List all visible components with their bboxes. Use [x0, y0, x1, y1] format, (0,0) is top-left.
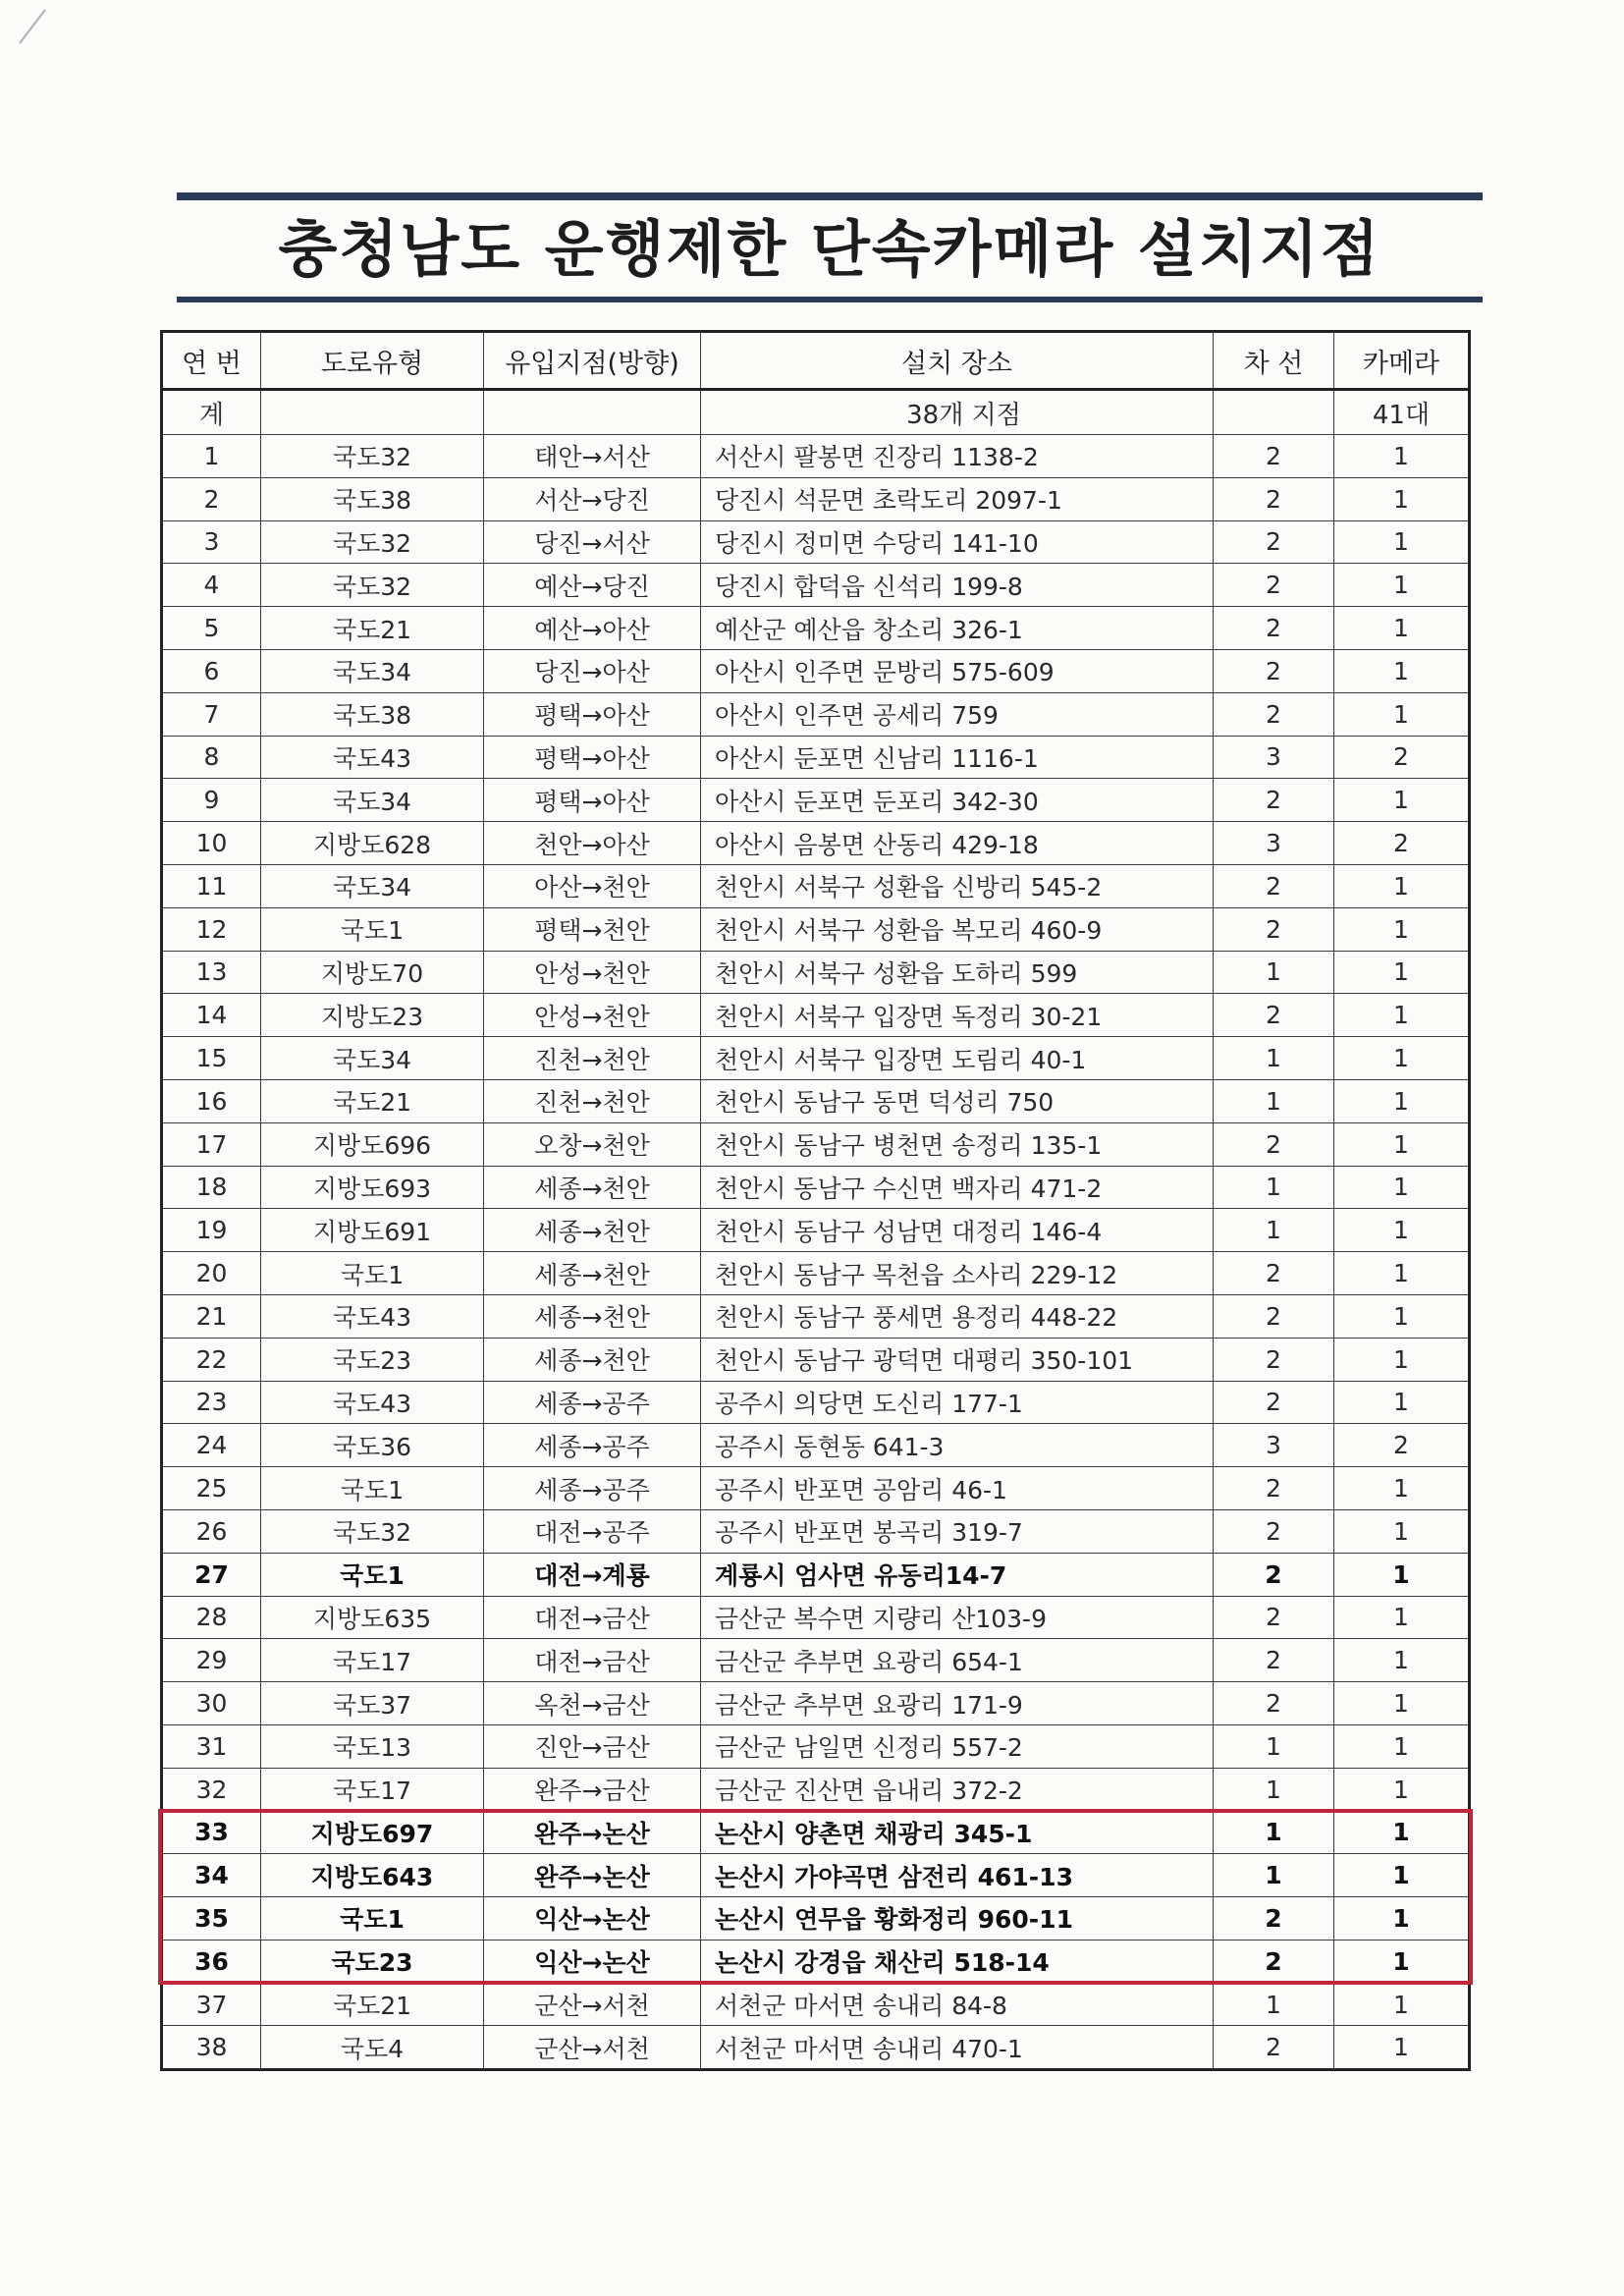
cell-road-type: 지방도697 — [261, 1811, 484, 1854]
table-row — [162, 1639, 1470, 1682]
cell-no: 15 — [162, 1037, 261, 1080]
cell-cameras: 1 — [1334, 994, 1470, 1037]
cell-lanes: 1 — [1214, 1768, 1334, 1811]
cell-cameras: 1 — [1334, 779, 1470, 822]
cell-direction: 대전→공주 — [484, 1509, 701, 1553]
cell-lanes: 2 — [1214, 477, 1334, 520]
cell-cameras: 1 — [1334, 1166, 1470, 1209]
title-rule-bottom — [177, 297, 1483, 302]
cell-lanes: 1 — [1214, 1724, 1334, 1768]
table-row — [162, 1338, 1470, 1381]
cell-road-type: 국도43 — [261, 1381, 484, 1424]
table-row — [162, 951, 1470, 994]
table-row — [162, 2026, 1470, 2070]
cell-lanes: 1 — [1214, 1854, 1334, 1897]
cell-road-type: 국도34 — [261, 1037, 484, 1080]
cell-road-type: 지방도70 — [261, 951, 484, 994]
cell-no: 5 — [162, 607, 261, 650]
cell-lanes: 2 — [1214, 1553, 1334, 1596]
cell-lanes: 1 — [1214, 1811, 1334, 1854]
cell-road-type: 국도32 — [261, 1509, 484, 1553]
cell-cameras: 1 — [1334, 951, 1470, 994]
cell-lanes: 2 — [1214, 2026, 1334, 2070]
cell-no: 13 — [162, 951, 261, 994]
cell-cameras: 2 — [1334, 822, 1470, 865]
cell-direction: 세종→천안 — [484, 1294, 701, 1338]
cell-road-type: 지방도635 — [261, 1596, 484, 1639]
cell-lanes: 2 — [1214, 1467, 1334, 1510]
cell-cameras: 1 — [1334, 1724, 1470, 1768]
cell-location: 아산시 음봉면 산동리 429-18 — [701, 822, 1214, 865]
cell-direction: 평택→천안 — [484, 907, 701, 951]
cell-direction: 익산→논산 — [484, 1940, 701, 1983]
cell-no: 21 — [162, 1294, 261, 1338]
table-row — [162, 520, 1470, 564]
cell-location: 천안시 서북구 입장면 도림리 40-1 — [701, 1037, 1214, 1080]
cell-road-type: 국도23 — [261, 1338, 484, 1381]
table-row — [162, 1724, 1470, 1768]
cell-no: 34 — [162, 1854, 261, 1897]
table-row — [162, 1252, 1470, 1295]
cell-lanes: 2 — [1214, 1252, 1334, 1295]
table-row — [162, 1467, 1470, 1510]
cell-location: 천안시 서북구 성환읍 복모리 460-9 — [701, 907, 1214, 951]
cell-no: 24 — [162, 1424, 261, 1467]
table-row — [162, 477, 1470, 520]
total-road-empty — [261, 390, 484, 435]
cell-road-type: 지방도691 — [261, 1209, 484, 1252]
table-header-row — [162, 332, 1470, 390]
cell-road-type: 국도32 — [261, 435, 484, 478]
cell-location: 천안시 동남구 목천읍 소사리 229-12 — [701, 1252, 1214, 1295]
cell-direction: 세종→공주 — [484, 1381, 701, 1424]
cell-lanes: 3 — [1214, 736, 1334, 779]
cell-direction: 군산→서천 — [484, 2026, 701, 2070]
cell-no: 33 — [162, 1811, 261, 1854]
cell-no: 28 — [162, 1596, 261, 1639]
cell-no: 35 — [162, 1897, 261, 1941]
table-row — [162, 994, 1470, 1037]
table-row — [162, 1122, 1470, 1166]
table-row — [162, 607, 1470, 650]
cell-cameras: 1 — [1334, 1209, 1470, 1252]
table-row — [162, 1553, 1470, 1596]
title-rule-top — [177, 192, 1483, 200]
cell-no: 14 — [162, 994, 261, 1037]
cell-direction: 진천→천안 — [484, 1079, 701, 1122]
cell-location: 서천군 마서면 송내리 84-8 — [701, 1983, 1214, 2026]
cell-no: 10 — [162, 822, 261, 865]
table-row — [162, 1940, 1470, 1983]
cell-cameras: 1 — [1334, 1854, 1470, 1897]
cell-cameras: 1 — [1334, 1682, 1470, 1725]
cell-location: 계룡시 엄사면 유동리14-7 — [701, 1553, 1214, 1596]
cell-direction: 진안→금산 — [484, 1724, 701, 1768]
cell-direction: 천안→아산 — [484, 822, 701, 865]
cell-lanes: 2 — [1214, 1897, 1334, 1941]
cell-road-type: 국도34 — [261, 779, 484, 822]
header-location: 설치 장소 — [701, 332, 1214, 390]
header-direction: 유입지점(방향) — [484, 332, 701, 390]
cell-cameras: 2 — [1334, 1424, 1470, 1467]
table-row — [162, 1037, 1470, 1080]
cell-no: 9 — [162, 779, 261, 822]
table-row — [162, 822, 1470, 865]
cell-no: 2 — [162, 477, 261, 520]
cell-no: 6 — [162, 649, 261, 692]
cell-road-type: 국도1 — [261, 1252, 484, 1295]
cell-lanes: 2 — [1214, 1509, 1334, 1553]
cell-location: 예산군 예산읍 창소리 326-1 — [701, 607, 1214, 650]
cell-no: 18 — [162, 1166, 261, 1209]
cell-road-type: 국도1 — [261, 907, 484, 951]
cell-lanes: 2 — [1214, 692, 1334, 736]
cell-location: 아산시 둔포면 신남리 1116-1 — [701, 736, 1214, 779]
cell-lanes: 2 — [1214, 520, 1334, 564]
cell-no: 4 — [162, 564, 261, 607]
cell-no: 37 — [162, 1983, 261, 2026]
table-row — [162, 1424, 1470, 1467]
cell-lanes: 3 — [1214, 1424, 1334, 1467]
cell-cameras: 1 — [1334, 1509, 1470, 1553]
cell-cameras: 1 — [1334, 1553, 1470, 1596]
cell-location: 당진시 합덕읍 신석리 199-8 — [701, 564, 1214, 607]
cell-location: 천안시 서북구 성환읍 도하리 599 — [701, 951, 1214, 994]
cell-location: 금산군 추부면 요광리 654-1 — [701, 1639, 1214, 1682]
total-lanes-empty — [1214, 390, 1334, 435]
cell-cameras: 1 — [1334, 1294, 1470, 1338]
cell-no: 22 — [162, 1338, 261, 1381]
cell-direction: 진천→천안 — [484, 1037, 701, 1080]
cell-lanes: 1 — [1214, 951, 1334, 994]
cell-cameras: 1 — [1334, 864, 1470, 907]
cell-direction: 당진→서산 — [484, 520, 701, 564]
cell-no: 29 — [162, 1639, 261, 1682]
cell-lanes: 2 — [1214, 1682, 1334, 1725]
cell-road-type: 국도1 — [261, 1553, 484, 1596]
cell-location: 금산군 추부면 요광리 171-9 — [701, 1682, 1214, 1725]
cell-no: 23 — [162, 1381, 261, 1424]
cell-direction: 대전→금산 — [484, 1596, 701, 1639]
cell-direction: 평택→아산 — [484, 779, 701, 822]
cell-road-type: 국도17 — [261, 1768, 484, 1811]
cell-direction: 익산→논산 — [484, 1897, 701, 1941]
cell-road-type: 국도4 — [261, 2026, 484, 2070]
table-row — [162, 1768, 1470, 1811]
cell-road-type: 지방도23 — [261, 994, 484, 1037]
cell-road-type: 국도43 — [261, 736, 484, 779]
cell-direction: 대전→금산 — [484, 1639, 701, 1682]
table-row — [162, 1897, 1470, 1941]
cell-direction: 아산→천안 — [484, 864, 701, 907]
cell-direction: 안성→천안 — [484, 951, 701, 994]
cell-cameras: 1 — [1334, 520, 1470, 564]
cell-direction: 예산→당진 — [484, 564, 701, 607]
cell-lanes: 1 — [1214, 1209, 1334, 1252]
cell-no: 25 — [162, 1467, 261, 1510]
cell-cameras: 1 — [1334, 1252, 1470, 1295]
cell-cameras: 1 — [1334, 692, 1470, 736]
header-cameras: 카메라 — [1334, 332, 1470, 390]
cell-location: 천안시 동남구 병천면 송정리 135-1 — [701, 1122, 1214, 1166]
cell-location: 논산시 강경읍 채산리 518-14 — [701, 1940, 1214, 1983]
table-row — [162, 1166, 1470, 1209]
table-row — [162, 1682, 1470, 1725]
total-label: 계 — [162, 390, 261, 435]
cell-lanes: 1 — [1214, 1166, 1334, 1209]
cell-cameras: 1 — [1334, 564, 1470, 607]
cell-location: 공주시 반포면 봉곡리 319-7 — [701, 1509, 1214, 1553]
cell-cameras: 1 — [1334, 2026, 1470, 2070]
cell-cameras: 1 — [1334, 1768, 1470, 1811]
table-row — [162, 736, 1470, 779]
cell-direction: 옥천→금산 — [484, 1682, 701, 1725]
cell-cameras: 1 — [1334, 649, 1470, 692]
cell-location: 천안시 서북구 입장면 독정리 30-21 — [701, 994, 1214, 1037]
cell-cameras: 1 — [1334, 607, 1470, 650]
cell-lanes: 2 — [1214, 564, 1334, 607]
cell-location: 당진시 정미면 수당리 141-10 — [701, 520, 1214, 564]
cell-direction: 세종→천안 — [484, 1166, 701, 1209]
cell-cameras: 1 — [1334, 1037, 1470, 1080]
cell-no: 38 — [162, 2026, 261, 2070]
cell-road-type: 국도34 — [261, 649, 484, 692]
cell-no: 16 — [162, 1079, 261, 1122]
cell-direction: 서산→당진 — [484, 477, 701, 520]
cell-road-type: 지방도628 — [261, 822, 484, 865]
header-no: 연 번 — [162, 332, 261, 390]
cell-lanes: 2 — [1214, 1381, 1334, 1424]
cell-location: 논산시 가야곡면 삼전리 461-13 — [701, 1854, 1214, 1897]
cell-cameras: 1 — [1334, 1122, 1470, 1166]
cell-road-type: 국도13 — [261, 1724, 484, 1768]
cell-direction: 당진→아산 — [484, 649, 701, 692]
cell-road-type: 국도17 — [261, 1639, 484, 1682]
total-location-count: 38개 지점 — [701, 390, 1214, 435]
cell-lanes: 2 — [1214, 1596, 1334, 1639]
cell-lanes: 2 — [1214, 1122, 1334, 1166]
total-direction-empty — [484, 390, 701, 435]
cell-road-type: 국도37 — [261, 1682, 484, 1725]
cell-lanes: 2 — [1214, 1338, 1334, 1381]
cell-lanes: 2 — [1214, 779, 1334, 822]
cell-lanes: 1 — [1214, 1037, 1334, 1080]
cell-road-type: 지방도693 — [261, 1166, 484, 1209]
cell-no: 11 — [162, 864, 261, 907]
corner-pen-mark — [18, 6, 57, 45]
cell-direction: 예산→아산 — [484, 607, 701, 650]
cell-location: 공주시 의당면 도신리 177-1 — [701, 1381, 1214, 1424]
cell-road-type: 국도36 — [261, 1424, 484, 1467]
cell-road-type: 국도1 — [261, 1897, 484, 1941]
cell-lanes: 3 — [1214, 822, 1334, 865]
cell-no: 27 — [162, 1553, 261, 1596]
cell-no: 26 — [162, 1509, 261, 1553]
cell-lanes: 1 — [1214, 1079, 1334, 1122]
cell-lanes: 2 — [1214, 607, 1334, 650]
table-row — [162, 1854, 1470, 1897]
cell-lanes: 2 — [1214, 435, 1334, 478]
cell-road-type: 국도23 — [261, 1940, 484, 1983]
cell-no: 7 — [162, 692, 261, 736]
table-row — [162, 1294, 1470, 1338]
cell-direction: 완주→금산 — [484, 1768, 701, 1811]
cell-location: 아산시 인주면 문방리 575-609 — [701, 649, 1214, 692]
cell-road-type: 국도38 — [261, 477, 484, 520]
cell-no: 31 — [162, 1724, 261, 1768]
cell-location: 천안시 동남구 수신면 백자리 471-2 — [701, 1166, 1214, 1209]
table-row — [162, 564, 1470, 607]
cell-location: 아산시 둔포면 둔포리 342-30 — [701, 779, 1214, 822]
cell-lanes: 2 — [1214, 1940, 1334, 1983]
table-row — [162, 1811, 1470, 1854]
camera-location-table — [160, 330, 1471, 2071]
cell-direction: 세종→공주 — [484, 1467, 701, 1510]
header-road-type: 도로유형 — [261, 332, 484, 390]
cell-road-type: 국도38 — [261, 692, 484, 736]
cell-no: 30 — [162, 1682, 261, 1725]
cell-road-type: 국도21 — [261, 1079, 484, 1122]
cell-location: 금산군 남일면 신정리 557-2 — [701, 1724, 1214, 1768]
cell-location: 논산시 연무읍 황화정리 960-11 — [701, 1897, 1214, 1941]
table-row — [162, 864, 1470, 907]
total-row — [162, 390, 1470, 435]
table-row — [162, 907, 1470, 951]
cell-road-type: 국도21 — [261, 607, 484, 650]
cell-no: 3 — [162, 520, 261, 564]
cell-road-type: 국도43 — [261, 1294, 484, 1338]
cell-cameras: 1 — [1334, 1639, 1470, 1682]
cell-location: 천안시 동남구 성남면 대정리 146-4 — [701, 1209, 1214, 1252]
table-row — [162, 692, 1470, 736]
cell-road-type: 국도32 — [261, 564, 484, 607]
table-row — [162, 435, 1470, 478]
cell-direction: 평택→아산 — [484, 692, 701, 736]
cell-no: 19 — [162, 1209, 261, 1252]
cell-no: 8 — [162, 736, 261, 779]
cell-lanes: 2 — [1214, 907, 1334, 951]
cell-cameras: 1 — [1334, 1596, 1470, 1639]
cell-location: 천안시 동남구 광덕면 대평리 350-101 — [701, 1338, 1214, 1381]
cell-direction: 세종→천안 — [484, 1338, 701, 1381]
cell-direction: 완주→논산 — [484, 1811, 701, 1854]
cell-location: 서천군 마서면 송내리 470-1 — [701, 2026, 1214, 2070]
table-row — [162, 649, 1470, 692]
table-row — [162, 1509, 1470, 1553]
cell-location: 천안시 동남구 풍세면 용정리 448-22 — [701, 1294, 1214, 1338]
cell-direction: 태안→서산 — [484, 435, 701, 478]
cell-road-type: 국도1 — [261, 1467, 484, 1510]
cell-no: 12 — [162, 907, 261, 951]
table-row — [162, 779, 1470, 822]
cell-location: 공주시 동현동 641-3 — [701, 1424, 1214, 1467]
cell-cameras: 1 — [1334, 907, 1470, 951]
cell-direction: 대전→계룡 — [484, 1553, 701, 1596]
header-lanes: 차 선 — [1214, 332, 1334, 390]
cell-cameras: 1 — [1334, 1079, 1470, 1122]
cell-location: 당진시 석문면 초락도리 2097-1 — [701, 477, 1214, 520]
cell-location: 공주시 반포면 공암리 46-1 — [701, 1467, 1214, 1510]
cell-road-type: 지방도643 — [261, 1854, 484, 1897]
cell-direction: 안성→천안 — [484, 994, 701, 1037]
cell-lanes: 1 — [1214, 1983, 1334, 2026]
cell-lanes: 2 — [1214, 864, 1334, 907]
cell-lanes: 2 — [1214, 1639, 1334, 1682]
cell-cameras: 1 — [1334, 1467, 1470, 1510]
cell-road-type: 국도21 — [261, 1983, 484, 2026]
cell-cameras: 1 — [1334, 1381, 1470, 1424]
cell-cameras: 1 — [1334, 1940, 1470, 1983]
table-row — [162, 1209, 1470, 1252]
cell-no: 1 — [162, 435, 261, 478]
document-title: 충청남도 운행제한 단속카메라 설치지점 — [278, 213, 1381, 285]
cell-lanes: 2 — [1214, 994, 1334, 1037]
cell-location: 금산군 진산면 읍내리 372-2 — [701, 1768, 1214, 1811]
cell-lanes: 2 — [1214, 649, 1334, 692]
cell-direction: 군산→서천 — [484, 1983, 701, 2026]
cell-cameras: 2 — [1334, 736, 1470, 779]
cell-cameras: 1 — [1334, 435, 1470, 478]
cell-location: 천안시 동남구 동면 덕성리 750 — [701, 1079, 1214, 1122]
total-camera-count: 41대 — [1334, 390, 1470, 435]
cell-location: 서산시 팔봉면 진장리 1138-2 — [701, 435, 1214, 478]
cell-direction: 완주→논산 — [484, 1854, 701, 1897]
cell-no: 20 — [162, 1252, 261, 1295]
cell-direction: 오창→천안 — [484, 1122, 701, 1166]
cell-no: 36 — [162, 1940, 261, 1983]
cell-cameras: 1 — [1334, 1897, 1470, 1941]
cell-cameras: 1 — [1334, 1338, 1470, 1381]
cell-no: 32 — [162, 1768, 261, 1811]
cell-direction: 평택→아산 — [484, 736, 701, 779]
cell-location: 천안시 서북구 성환읍 신방리 545-2 — [701, 864, 1214, 907]
cell-direction: 세종→천안 — [484, 1252, 701, 1295]
cell-direction: 세종→천안 — [484, 1209, 701, 1252]
cell-cameras: 1 — [1334, 477, 1470, 520]
cell-road-type: 지방도696 — [261, 1122, 484, 1166]
cell-lanes: 2 — [1214, 1294, 1334, 1338]
table-row — [162, 1983, 1470, 2026]
cell-location: 금산군 복수면 지량리 산103-9 — [701, 1596, 1214, 1639]
cell-direction: 세종→공주 — [484, 1424, 701, 1467]
table-row — [162, 1079, 1470, 1122]
cell-location: 논산시 양촌면 채광리 345-1 — [701, 1811, 1214, 1854]
cell-cameras: 1 — [1334, 1811, 1470, 1854]
cell-no: 17 — [162, 1122, 261, 1166]
table-row — [162, 1381, 1470, 1424]
table-row — [162, 1596, 1470, 1639]
cell-road-type: 국도32 — [261, 520, 484, 564]
cell-cameras: 1 — [1334, 1983, 1470, 2026]
cell-road-type: 국도34 — [261, 864, 484, 907]
cell-location: 아산시 인주면 공세리 759 — [701, 692, 1214, 736]
